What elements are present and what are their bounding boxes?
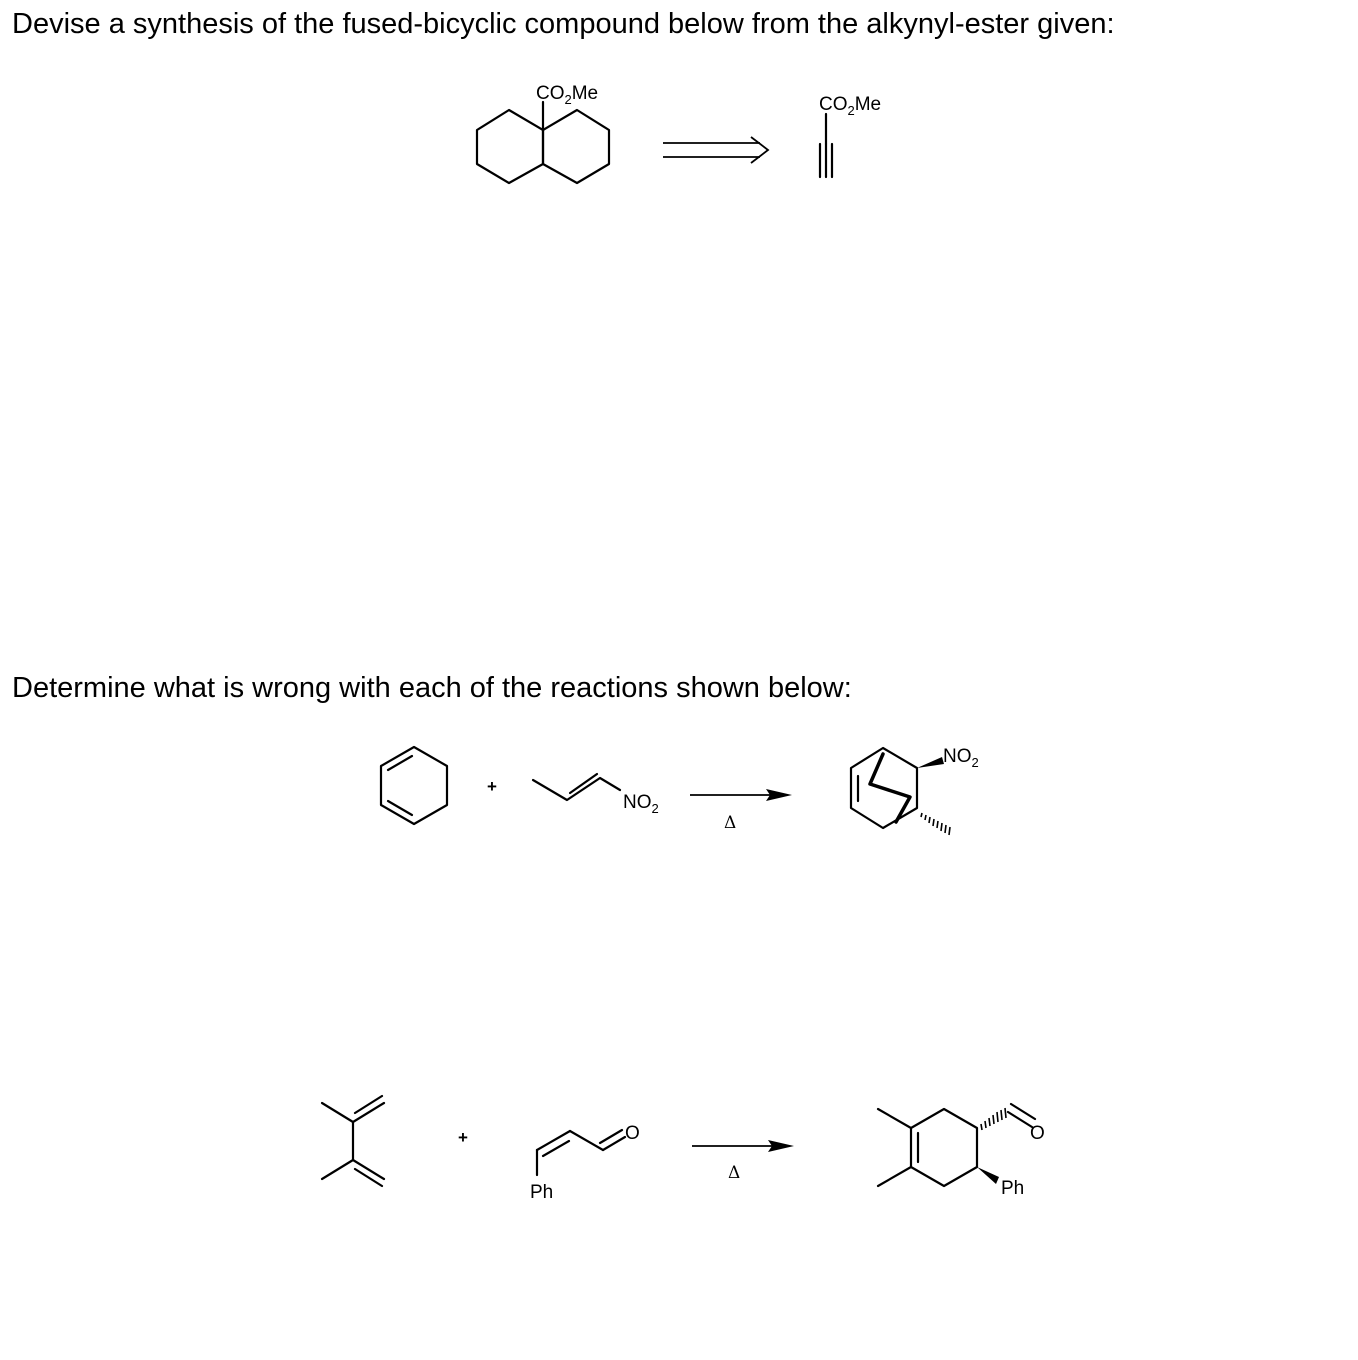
co2me-label-1: $CO_2Me$	[536, 83, 599, 107]
oxygen-label-1: O	[625, 1123, 640, 1144]
heat-symbol-2: Δ	[728, 1163, 741, 1183]
heat-symbol-1: Δ	[724, 813, 737, 833]
dimethylbutadiene-structure	[322, 1096, 384, 1186]
no2-label-1: $NO_2$	[623, 792, 659, 816]
question-2-text: Determine what is wrong with each of the reactions shown below:	[12, 672, 852, 704]
cyclohexadiene-structure	[381, 747, 447, 824]
bicyclic-nitro-product-structure	[851, 746, 979, 835]
decalin-ester-structure	[477, 83, 609, 183]
cinnamaldehyde-structure	[530, 1123, 640, 1203]
cyclohexene-aldehyde-product-structure	[878, 1104, 1045, 1199]
reaction-arrow-2	[692, 1140, 794, 1152]
oxygen-label-2: O	[1030, 1123, 1045, 1144]
nitropropene-structure	[533, 774, 659, 816]
alkynyl-ester-structure	[819, 94, 881, 177]
co2me-label-2: $CO_2Me$	[819, 94, 882, 118]
ph-label-2: Ph	[1001, 1178, 1025, 1199]
reaction-arrow-1	[690, 789, 792, 801]
retrosynthesis-arrow	[663, 137, 768, 163]
question-1-text: Devise a synthesis of the fused-bicyclic compound below from the alkynyl-ester given:	[12, 8, 1115, 40]
no2-label-2: $NO_2$	[943, 746, 979, 770]
plus-sign-1: +	[487, 777, 497, 796]
ph-label-1: Ph	[530, 1182, 554, 1203]
plus-sign-2: +	[458, 1128, 468, 1147]
